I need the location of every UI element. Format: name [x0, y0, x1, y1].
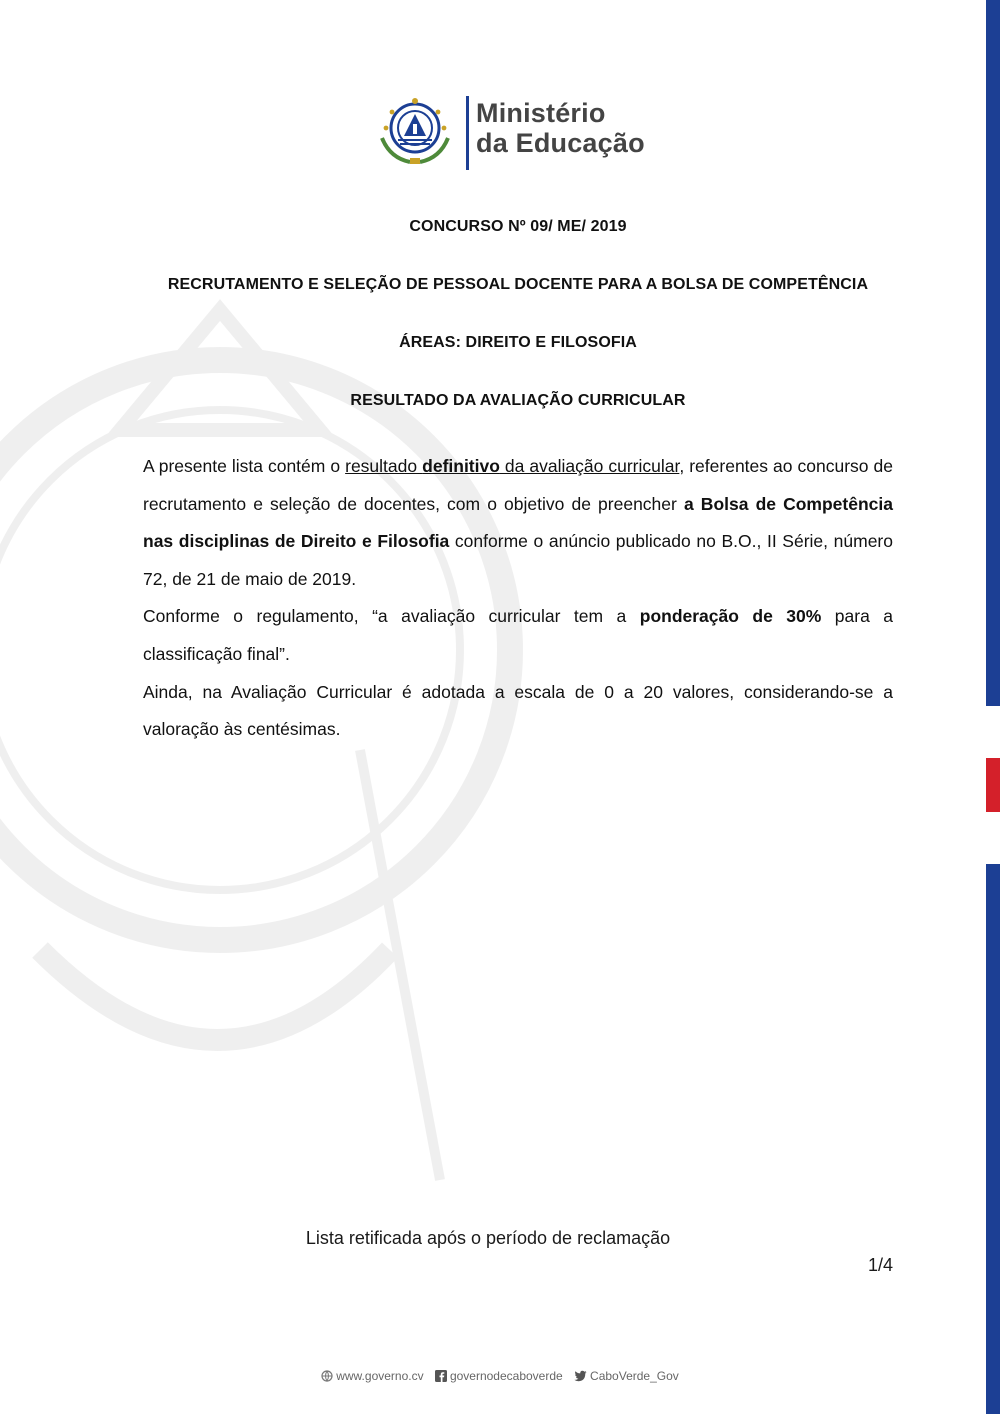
- p1-text-e: , referentes ao concurso de recrutamento e seleção de docentes, com o objetivo de preencher: [143, 456, 894, 514]
- edge-strip-blue-top: [986, 0, 1000, 706]
- footer-twitter[interactable]: [574, 1369, 679, 1383]
- document-body: [143, 448, 893, 749]
- twitter-icon: [574, 1370, 587, 1382]
- p2-text-a: Conforme o regulamento, “a avaliação curricular tem a: [143, 606, 640, 627]
- paragraph-2: [143, 598, 893, 673]
- p1-underlined: [345, 456, 679, 476]
- p1-text-g: conforme o anúncio publicado no B.O., II Série, número 72, de 21 de maio de 2019.: [143, 531, 893, 589]
- footer: [0, 1369, 1000, 1383]
- edge-strip-red: [986, 758, 1000, 812]
- coat-of-arms-icon: [370, 92, 460, 170]
- footer-facebook[interactable]: [435, 1369, 563, 1383]
- areas-title: ÁREAS: DIREITO E FILOSOFIA: [399, 334, 637, 351]
- paragraph-3: Ainda, na Avaliação Curricular é adotada a escala de 0 a 20 valores, considerando-se a valoração às centésimas.: [143, 681, 893, 740]
- p1-text-b: resultado: [345, 456, 423, 476]
- edge-strip-blue-bottom: [986, 864, 1000, 1414]
- footer-website-text: www.governo.cv: [336, 1369, 424, 1383]
- p1-definitivo: definitivo: [422, 456, 500, 476]
- globe-icon: [321, 1370, 333, 1382]
- footer-twitter-text: CaboVerde_Gov: [590, 1369, 679, 1383]
- p2-ponderacao-bold: ponderação de 30%: [639, 606, 822, 627]
- logo-divider: [466, 96, 469, 170]
- facebook-icon: [435, 1370, 447, 1382]
- logo-wordmark: [476, 98, 645, 158]
- footer-website[interactable]: [321, 1369, 423, 1383]
- rectification-note: Lista retificada após o período de reclamação: [305, 1228, 671, 1248]
- p1-bolsa-bold: a Bolsa de Competência nas disciplinas de Direito e Filosofia: [143, 493, 893, 552]
- contest-title: CONCURSO Nº 09/ ME/ 2019: [409, 218, 627, 235]
- logo-line-2: da Educação: [476, 128, 645, 158]
- ministry-logo: [370, 92, 670, 176]
- logo-line-1: Ministério: [476, 98, 606, 128]
- result-title: RESULTADO DA AVALIAÇÃO CURRICULAR: [350, 392, 686, 409]
- footer-facebook-text: governodecaboverde: [449, 1369, 563, 1383]
- page-number: 1/4: [867, 1255, 893, 1275]
- p1-text-a: A presente lista contém o: [143, 456, 346, 476]
- recruitment-title: RECRUTAMENTO E SELEÇÃO DE PESSOAL DOCENTE PARA A BOLSA DE COMPETÊNCIA: [167, 276, 869, 293]
- p1-text-d: da avaliação curricular: [499, 456, 680, 476]
- paragraph-1: [143, 448, 893, 598]
- p2-text-c: para a classificação final”.: [143, 606, 893, 664]
